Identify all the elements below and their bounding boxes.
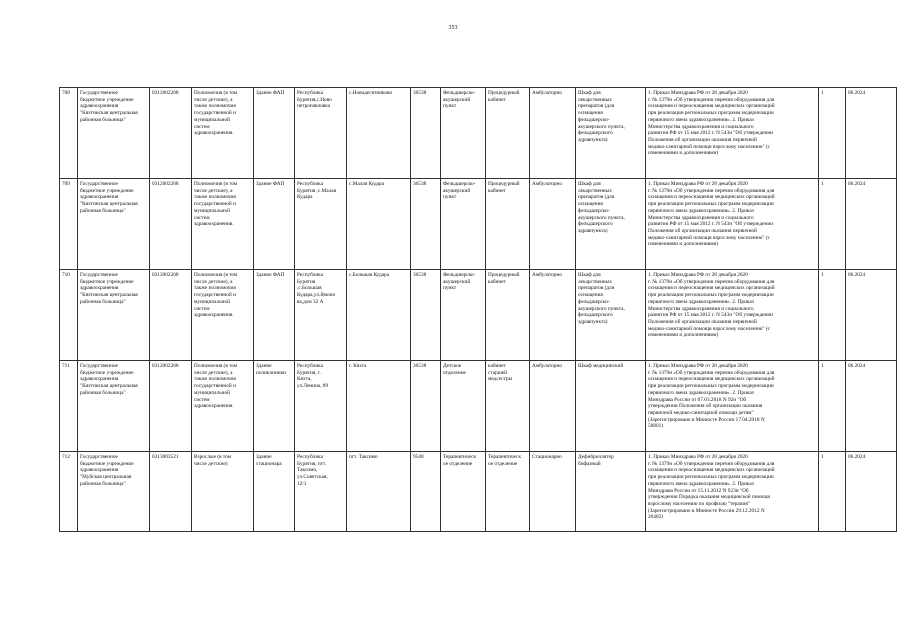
cell-row-number: 708	[60, 88, 78, 179]
cell-unit: Терапевтическ ое отделение	[441, 452, 486, 532]
cell-care-type: Амбулаторно	[530, 361, 576, 452]
cell-row-number: 710	[60, 270, 78, 361]
cell-equipment: Шкаф для лекарственных препаратов (для оснащения фельдшерско- акушерского пункта, фельдшерского здравпункта)	[576, 179, 646, 270]
cell-oktmo: 36538	[411, 88, 441, 179]
cell-unit: Фельдшерско- акушерский пункт	[441, 270, 486, 361]
cell-address: Республика Бурятия, г. Кяхта, ул.Ленина, 89	[295, 361, 347, 452]
cell-powers: Полномочия (в том числе детские), а также полномочия государственной и муниципальной систем здравоохранения.	[192, 88, 254, 179]
cell-equipment: Дефибриллятор бифазный	[576, 452, 646, 532]
cell-room: Процедурный кабинет	[486, 88, 530, 179]
table-row	[60, 452, 897, 532]
cell-oktmo: 9548	[411, 452, 441, 532]
cell-building: Здание ФАП	[254, 179, 295, 270]
cell-organization: Государственное бюджетное учреждение здравоохранения "Муйская центральная районная больница"	[78, 452, 150, 532]
cell-equipment: Шкаф медицинский	[576, 361, 646, 452]
cell-date: 06.2024	[846, 88, 897, 179]
cell-powers: Полномочия (в том числе детские), а также полномочия государственной и муниципальной систем здравоохранения.	[192, 361, 254, 452]
cell-address: Республика Бурятия ,с.Малая Кудара	[295, 179, 347, 270]
cell-powers: Полномочия (в том числе детские), а также полномочия государственной и муниципальной систем здравоохранения.	[192, 270, 254, 361]
table-row	[60, 270, 897, 361]
cell-unit: Детское отделение	[441, 361, 486, 452]
cell-room: Процедурный кабинет	[486, 179, 530, 270]
cell-quantity: 1	[819, 179, 846, 270]
cell-care-type: Стационарно	[530, 452, 576, 532]
cell-locality: с.Большая Кудара	[347, 270, 411, 361]
cell-organization: Государственное бюджетное учреждение здравоохранения "Кяхтинская центральная районная больница"	[78, 270, 150, 361]
cell-powers: Полномочия (в том числе детские), а также полномочия государственной и муниципальной систем здравоохранения.	[192, 179, 254, 270]
cell-address: Республика Бурятия,с.Ново петропавловка	[295, 88, 347, 179]
cell-legal-basis: 1. Приказ Минздрава РФ от 28 декабря 2020 г. № 1379н «Об утверждении перечня оборудования для оснащения и переоснащения медицинских организаций при реализации региональных программ модернизации первичного звена здравоохранения». 2. Приказ Министерства здравоохранения и социального развития РФ от 15 мая 2012 г. N 543н "Об утверждении Положения об организации оказания первичной медико-санитарной помощи взрослому населению" (с изменениями и дополнениями)	[646, 179, 819, 270]
cell-care-type: Амбулаторно	[530, 270, 576, 361]
cell-building: Здание ФАП	[254, 270, 295, 361]
table-row	[60, 361, 897, 452]
cell-locality: г. Кяхта	[347, 361, 411, 452]
cell-care-type: Амбулаторно	[530, 88, 576, 179]
cell-locality: пгт. Таксимо	[347, 452, 411, 532]
cell-powers: Взрослые (в том числе детские)	[192, 452, 254, 532]
cell-building: Здание поликлиники	[254, 361, 295, 452]
cell-oktmo: 36538	[411, 361, 441, 452]
cell-inn: 0312002268	[150, 88, 192, 179]
cell-date: 06.2024	[846, 361, 897, 452]
table-row	[60, 179, 897, 270]
cell-date: 06.2024	[846, 179, 897, 270]
cell-organization: Государственное бюджетное учреждение здравоохранения "Кяхтинская центральная районная больница"	[78, 361, 150, 452]
cell-legal-basis: 1. Приказ Минздрава РФ от 28 декабря 2020 г. № 1379н «Об утверждении перечня оборудования для оснащения и переоснащения медицинских организаций при реализации региональных программ модернизации первичного звена здравоохранения». 2. Приказ Министерства здравоохранения и социального развития РФ от 15 мая 2012 г. N 543н "Об утверждении Положения об организации оказания первичной медико-санитарной помощи взрослому населению" (с изменениями и дополнениями)	[646, 270, 819, 361]
cell-locality: с.Новодесятниково	[347, 88, 411, 179]
cell-date: 06.2024	[846, 452, 897, 532]
cell-building: Здание стационара	[254, 452, 295, 532]
cell-organization: Государственное бюджетное учреждение здравоохранения "Кяхтинская центральная районная больница"	[78, 179, 150, 270]
cell-address: Республика Бурятия, пгт. Таксимо, ул.Советская, 12/1	[295, 452, 347, 532]
cell-locality: с.Малая Кудара	[347, 179, 411, 270]
cell-row-number: 712	[60, 452, 78, 532]
cell-row-number: 709	[60, 179, 78, 270]
cell-date: 06.2024	[846, 270, 897, 361]
cell-address: Республика Бурятия ,с.Большая Кудара,ул.Ямоно ва,дом 32 А	[295, 270, 347, 361]
cell-inn: 0312002268	[150, 361, 192, 452]
cell-room: Терапевтическ ое отделение	[486, 452, 530, 532]
equipment-register-table	[59, 87, 897, 532]
cell-inn: 0312002268	[150, 270, 192, 361]
cell-inn: 0312002268	[150, 179, 192, 270]
cell-quantity: 1	[819, 270, 846, 361]
cell-equipment: Шкаф для лекарственных препаратов (для оснащения фельдшерско- акушерского пункта, фельдшерского здравпункта)	[576, 270, 646, 361]
table-row	[60, 88, 897, 179]
cell-room: Процедурный кабинет	[486, 270, 530, 361]
cell-quantity: 1	[819, 452, 846, 532]
cell-quantity: 1	[819, 88, 846, 179]
cell-quantity: 1	[819, 361, 846, 452]
cell-oktmo: 36538	[411, 270, 441, 361]
cell-inn: 0313003521	[150, 452, 192, 532]
cell-equipment: Шкаф для лекарственных препаратов (для оснащения фельдшерско- акушерского пункта, фельдшерского здравпункта)	[576, 88, 646, 179]
page-number: 353	[448, 25, 458, 31]
cell-organization: Государственное бюджетное учреждение здравоохранения "Кяхтинская центральная районная больница"	[78, 88, 150, 179]
cell-legal-basis: 1. Приказ Минздрава РФ от 28 декабря 2020 г. № 1379н «Об утверждении перечня оборудования для оснащения и переоснащения медицинских организаций при реализации региональных программ модернизации первичного звена здравоохранения». 2. Приказ Минздрава России от 15.11.2012 N 923н "Об утверждении Порядка оказания медицинской помощи взрослому населению по профилю "терапия" (Зарегистрировано в Минюсте России 29.12.2012 N 26482)	[646, 452, 819, 532]
cell-row-number: 711	[60, 361, 78, 452]
cell-building: Здание ФАП	[254, 88, 295, 179]
cell-legal-basis: 1. Приказ Минздрава РФ от 28 декабря 2020 г. № 1379н «Об утверждении перечня оборудования для оснащения и переоснащения медицинских организаций при реализации региональных программ модернизации первичного звена здравоохранения». 2. Приказ Минздрава России от 07.03.2018 N 92н "Об утверждении Положения об организации оказания первичной медико-санитарной помощи детям" (Зарегистрировано в Минюсте России 17.04.2018 N 50801)	[646, 361, 819, 452]
cell-oktmo: 36538	[411, 179, 441, 270]
cell-room: кабинет старшей медсестры	[486, 361, 530, 452]
cell-legal-basis: 1. Приказ Минздрава РФ от 28 декабря 2020 г. № 1379н «Об утверждении перечня оборудования для оснащения и переоснащения медицинских организаций при реализации региональных программ модернизации первичного звена здравоохранения». 2. Приказ Министерства здравоохранения и социального развития РФ от 15 мая 2012 г. N 543н "Об утверждении Положения об организации оказания первичной медико-санитарной помощи взрослому населению" (с изменениями и дополнениями)	[646, 88, 819, 179]
cell-unit: Фельдшерско- акушерский пункт	[441, 179, 486, 270]
cell-care-type: Амбулаторно	[530, 179, 576, 270]
cell-unit: Фельдшерско- акушерский пункт	[441, 88, 486, 179]
